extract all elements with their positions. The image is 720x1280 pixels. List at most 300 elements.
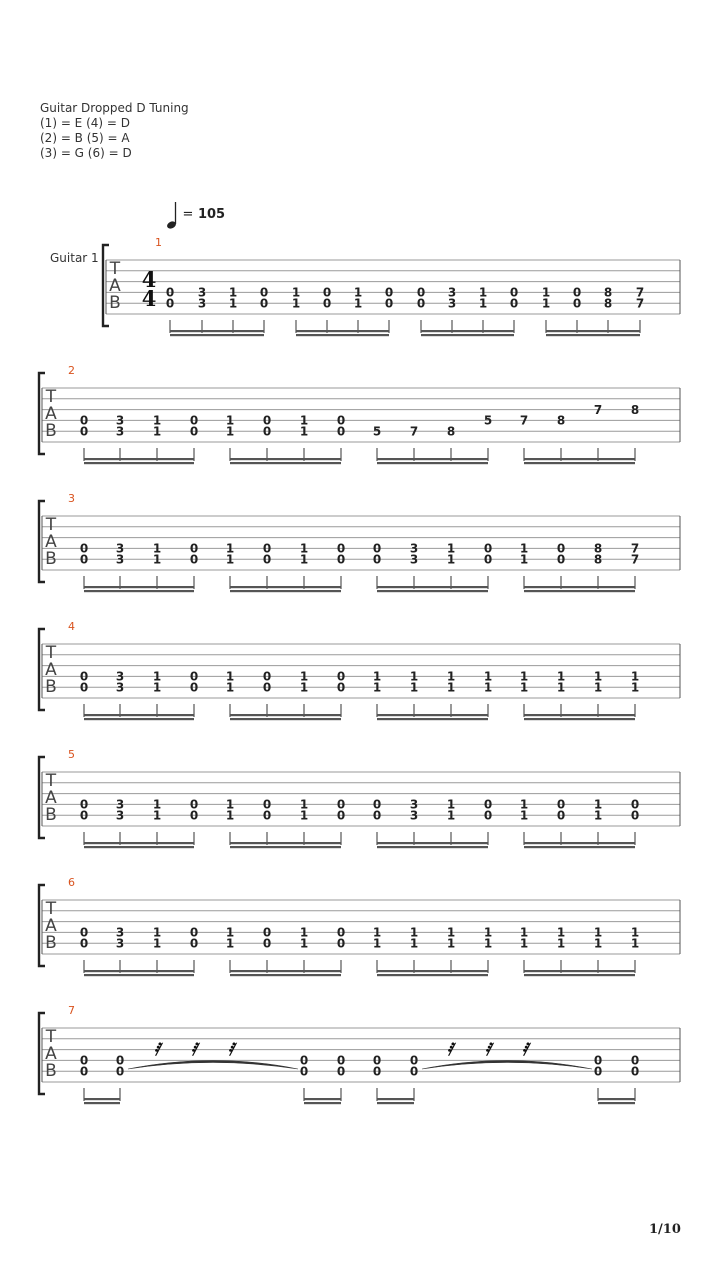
fret-number: 7 [630, 552, 640, 567]
beam [377, 718, 488, 720]
fret-number: 3 [409, 808, 419, 823]
tab-clef-letter: A [45, 404, 57, 424]
fret-number: 8 [603, 285, 613, 300]
fret-number: 0 [336, 925, 346, 940]
fret-number: 1 [299, 413, 309, 428]
tab-clef-letter: B [45, 933, 57, 953]
fret-number: 0 [509, 296, 519, 311]
fret-number: 1 [556, 936, 566, 951]
tab-clef-letter: T [45, 899, 57, 919]
beam [377, 590, 488, 592]
fret-number: 3 [115, 936, 125, 951]
beam [524, 974, 635, 976]
fret-number: 0 [336, 424, 346, 439]
fret-number: 1 [593, 925, 603, 940]
beam [377, 970, 488, 972]
fret-number: 0 [336, 413, 346, 428]
fret-number: 8 [593, 541, 603, 556]
fret-number: 0 [262, 669, 272, 684]
fret-number: 8 [593, 552, 603, 567]
fret-number: 3 [447, 285, 457, 300]
beam [524, 846, 635, 848]
fret-number: 1 [225, 936, 235, 951]
fret-number: 1 [446, 797, 456, 812]
page-number: 1/10 [649, 1222, 681, 1237]
fret-number: 1 [299, 669, 309, 684]
fret-number: 1 [372, 669, 382, 684]
tempo-equals: = [182, 207, 194, 222]
fret-number: 1 [483, 669, 493, 684]
fret-number: 1 [372, 936, 382, 951]
beam [377, 842, 488, 844]
fret-number: 0 [79, 669, 89, 684]
rest-icon: 𝅀 [153, 1040, 161, 1060]
fret-number: 0 [630, 1064, 640, 1079]
fret-number: 8 [446, 424, 456, 439]
beam [230, 714, 341, 716]
tab-system [39, 620, 680, 720]
fret-number: 0 [189, 541, 199, 556]
fret-number: 0 [593, 1053, 603, 1068]
fret-number: 0 [572, 285, 582, 300]
fret-number: 0 [259, 296, 269, 311]
fret-number: 1 [593, 669, 603, 684]
fret-number: 0 [509, 285, 519, 300]
fret-number: 0 [372, 552, 382, 567]
beam [230, 590, 341, 592]
fret-number: 0 [259, 285, 269, 300]
fret-number: 1 [225, 808, 235, 823]
fret-number: 1 [556, 680, 566, 695]
fret-number: 0 [556, 797, 566, 812]
beam [170, 330, 264, 332]
fret-number: 1 [556, 669, 566, 684]
fret-number: 1 [299, 424, 309, 439]
fret-number: 1 [225, 541, 235, 556]
fret-number: 1 [225, 680, 235, 695]
fret-number: 0 [372, 808, 382, 823]
fret-number: 1 [409, 925, 419, 940]
fret-number: 0 [336, 669, 346, 684]
fret-number: 1 [541, 296, 551, 311]
fret-number: 0 [79, 1064, 89, 1079]
fret-number: 3 [409, 552, 419, 567]
fret-number: 3 [447, 296, 457, 311]
tab-clef-letter: T [45, 387, 57, 407]
fret-number: 0 [409, 1053, 419, 1068]
fret-number: 3 [115, 680, 125, 695]
fret-number: 1 [630, 680, 640, 695]
fret-number: 1 [519, 541, 529, 556]
tab-clef-letter: B [45, 549, 57, 569]
fret-number: 1 [409, 936, 419, 951]
beam [421, 334, 514, 336]
fret-number: 1 [291, 285, 301, 300]
fret-number: 0 [189, 925, 199, 940]
fret-number: 0 [79, 936, 89, 951]
fret-number: 0 [372, 541, 382, 556]
tab-clef-letter: B [45, 421, 57, 441]
fret-number: 7 [519, 413, 529, 428]
tab-clef-letter: A [45, 532, 57, 552]
fret-number: 0 [189, 669, 199, 684]
fret-number: 0 [630, 808, 640, 823]
tuning-line: (2) = B (5) = A [40, 131, 130, 145]
fret-number: 1 [556, 925, 566, 940]
fret-number: 0 [336, 797, 346, 812]
fret-number: 0 [79, 541, 89, 556]
beam [84, 458, 194, 460]
fret-number: 0 [409, 1064, 419, 1079]
fret-number: 0 [79, 808, 89, 823]
fret-number: 0 [483, 552, 493, 567]
fret-number: 3 [115, 424, 125, 439]
rest-icon: 𝅀 [484, 1040, 492, 1060]
tab-clef-letter: A [109, 276, 121, 296]
fret-number: 0 [416, 285, 426, 300]
fret-number: 0 [189, 680, 199, 695]
tab-clef-letter: T [45, 643, 57, 663]
tab-clef-letter: T [109, 259, 121, 279]
tab-system [50, 236, 680, 336]
fret-number: 0 [262, 797, 272, 812]
fret-number: 3 [115, 669, 125, 684]
measure-number: 6 [68, 876, 75, 889]
beam [598, 1098, 635, 1100]
fret-number: 1 [519, 669, 529, 684]
beam [524, 842, 635, 844]
beam [84, 590, 194, 592]
fret-number: 1 [299, 808, 309, 823]
fret-number: 1 [593, 936, 603, 951]
fret-number: 0 [556, 552, 566, 567]
fret-number: 0 [262, 552, 272, 567]
fret-number: 1 [225, 797, 235, 812]
tab-clef-letter: A [45, 1044, 57, 1064]
fret-number: 0 [299, 1064, 309, 1079]
fret-number: 1 [630, 925, 640, 940]
fret-number: 1 [519, 797, 529, 812]
beam [84, 462, 194, 464]
fret-number: 3 [115, 797, 125, 812]
fret-number: 0 [630, 797, 640, 812]
fret-number: 3 [409, 541, 419, 556]
rest-icon: 𝅀 [521, 1040, 529, 1060]
fret-number: 1 [228, 296, 238, 311]
fret-number: 0 [336, 936, 346, 951]
beam [377, 846, 488, 848]
fret-number: 1 [152, 552, 162, 567]
beam [304, 1098, 341, 1100]
beam [84, 714, 194, 716]
fret-number: 0 [165, 296, 175, 311]
tab-clef-letter: A [45, 788, 57, 808]
beam [84, 718, 194, 720]
fret-number: 0 [483, 541, 493, 556]
fret-number: 1 [299, 925, 309, 940]
fret-number: 1 [446, 669, 456, 684]
fret-number: 5 [483, 413, 493, 428]
tie-arc [422, 1061, 592, 1070]
fret-number: 7 [593, 402, 603, 417]
fret-number: 3 [115, 541, 125, 556]
fret-number: 1 [152, 936, 162, 951]
fret-number: 1 [152, 669, 162, 684]
tab-clef-letter: T [45, 771, 57, 791]
fret-number: 1 [152, 797, 162, 812]
beam [546, 330, 640, 332]
fret-number: 0 [189, 797, 199, 812]
beam [524, 462, 635, 464]
tuning-line: (1) = E (4) = D [40, 116, 130, 130]
beam [546, 334, 640, 336]
fret-number: 0 [189, 552, 199, 567]
fret-number: 0 [336, 1064, 346, 1079]
fret-number: 0 [79, 1053, 89, 1068]
fret-number: 0 [79, 925, 89, 940]
fret-number: 1 [372, 925, 382, 940]
fret-number: 0 [556, 808, 566, 823]
fret-number: 0 [483, 808, 493, 823]
fret-number: 1 [225, 552, 235, 567]
beam [377, 1102, 414, 1104]
fret-number: 1 [152, 424, 162, 439]
fret-number: 7 [635, 296, 645, 311]
tuning-line: (3) = G (6) = D [40, 146, 132, 160]
fret-number: 1 [478, 296, 488, 311]
fret-number: 1 [299, 680, 309, 695]
fret-number: 1 [483, 680, 493, 695]
fret-number: 1 [446, 541, 456, 556]
fret-number: 1 [291, 296, 301, 311]
fret-number: 1 [152, 413, 162, 428]
fret-number: 0 [79, 552, 89, 567]
fret-number: 1 [299, 541, 309, 556]
fret-number: 0 [189, 424, 199, 439]
beam [230, 842, 341, 844]
fret-number: 1 [483, 925, 493, 940]
fret-number: 0 [572, 296, 582, 311]
tab-system [39, 492, 680, 592]
fret-number: 0 [262, 424, 272, 439]
beam [377, 586, 488, 588]
beam [421, 330, 514, 332]
beam [524, 586, 635, 588]
fret-number: 1 [152, 808, 162, 823]
fret-number: 0 [336, 1053, 346, 1068]
fret-number: 0 [336, 680, 346, 695]
fret-number: 0 [336, 541, 346, 556]
fret-number: 1 [353, 296, 363, 311]
fret-number: 1 [299, 797, 309, 812]
fret-number: 0 [372, 1053, 382, 1068]
fret-number: 1 [630, 936, 640, 951]
beam [170, 334, 264, 336]
fret-number: 1 [372, 680, 382, 695]
fret-number: 0 [262, 936, 272, 951]
fret-number: 0 [262, 808, 272, 823]
beam [230, 970, 341, 972]
beam [230, 458, 341, 460]
fret-number: 3 [197, 296, 207, 311]
beam [84, 586, 194, 588]
fret-number: 1 [152, 680, 162, 695]
fret-number: 1 [225, 925, 235, 940]
beam [524, 970, 635, 972]
fret-number: 0 [483, 797, 493, 812]
beam [84, 974, 194, 976]
time-signature-top: 4 [141, 267, 157, 292]
tab-system [39, 364, 680, 464]
fret-number: 1 [228, 285, 238, 300]
fret-number: 1 [519, 925, 529, 940]
fret-number: 8 [630, 402, 640, 417]
beam [296, 334, 389, 336]
fret-number: 1 [593, 680, 603, 695]
tie-arc [128, 1061, 298, 1070]
fret-number: 0 [384, 285, 394, 300]
time-signature-bottom: 4 [141, 286, 157, 311]
fret-number: 1 [446, 680, 456, 695]
rest-icon: 𝅀 [190, 1040, 198, 1060]
fret-number: 3 [197, 285, 207, 300]
beam [230, 586, 341, 588]
beam [84, 1102, 120, 1104]
fret-number: 3 [115, 808, 125, 823]
fret-number: 1 [409, 669, 419, 684]
fret-number: 1 [483, 936, 493, 951]
tab-clef-letter: T [45, 515, 57, 535]
fret-number: 5 [372, 424, 382, 439]
fret-number: 0 [336, 808, 346, 823]
fret-number: 0 [593, 1064, 603, 1079]
beam [524, 714, 635, 716]
beam [84, 846, 194, 848]
fret-number: 0 [262, 925, 272, 940]
fret-number: 0 [189, 936, 199, 951]
beam [524, 590, 635, 592]
tuning-title: Guitar Dropped D Tuning [40, 101, 189, 115]
fret-number: 1 [446, 808, 456, 823]
beam [230, 462, 341, 464]
fret-number: 1 [225, 413, 235, 428]
rest-icon: 𝅀 [227, 1040, 235, 1060]
measure-number: 7 [68, 1004, 75, 1017]
beam [84, 1098, 120, 1100]
beam [84, 970, 194, 972]
fret-number: 1 [519, 552, 529, 567]
fret-number: 0 [262, 680, 272, 695]
fret-number: 1 [409, 680, 419, 695]
fret-number: 1 [541, 285, 551, 300]
beam [230, 718, 341, 720]
fret-number: 8 [556, 413, 566, 428]
tab-clef-letter: T [45, 1027, 57, 1047]
beam [377, 1098, 414, 1100]
fret-number: 3 [115, 925, 125, 940]
fret-number: 0 [115, 1053, 125, 1068]
beam [230, 974, 341, 976]
fret-number: 0 [262, 413, 272, 428]
tab-clef-letter: B [45, 805, 57, 825]
fret-number: 3 [115, 413, 125, 428]
tempo-value: 105 [197, 207, 226, 222]
fret-number: 3 [115, 552, 125, 567]
tab-system [39, 748, 680, 848]
fret-number: 0 [372, 797, 382, 812]
fret-number: 1 [519, 680, 529, 695]
tab-clef-letter: B [45, 1061, 57, 1081]
fret-number: 1 [593, 808, 603, 823]
beam [524, 718, 635, 720]
beam [377, 974, 488, 976]
beam [598, 1102, 635, 1104]
beam [524, 458, 635, 460]
beam [377, 458, 488, 460]
fret-number: 0 [165, 285, 175, 300]
measure-number: 3 [68, 492, 75, 505]
fret-number: 7 [630, 541, 640, 556]
fret-number: 1 [225, 424, 235, 439]
instrument-label: Guitar 1 [50, 251, 99, 265]
tab-clef-letter: A [45, 916, 57, 936]
tab-clef-letter: B [109, 293, 121, 313]
fret-number: 1 [353, 285, 363, 300]
fret-number: 0 [79, 424, 89, 439]
fret-number: 1 [593, 797, 603, 812]
tab-system [39, 1004, 680, 1104]
fret-number: 1 [446, 552, 456, 567]
fret-number: 0 [189, 808, 199, 823]
beam [377, 462, 488, 464]
fret-number: 0 [384, 296, 394, 311]
fret-number: 0 [630, 1053, 640, 1068]
fret-number: 0 [262, 541, 272, 556]
fret-number: 0 [556, 541, 566, 556]
fret-number: 0 [372, 1064, 382, 1079]
fret-number: 1 [630, 669, 640, 684]
fret-number: 3 [409, 797, 419, 812]
beam [296, 330, 389, 332]
measure-number: 5 [68, 748, 75, 761]
fret-number: 1 [299, 552, 309, 567]
fret-number: 0 [336, 552, 346, 567]
fret-number: 0 [79, 797, 89, 812]
tab-system [39, 876, 680, 976]
beam [84, 842, 194, 844]
rest-icon: 𝅀 [446, 1040, 454, 1060]
fret-number: 1 [446, 925, 456, 940]
fret-number: 7 [409, 424, 419, 439]
fret-number: 1 [446, 936, 456, 951]
fret-number: 0 [299, 1053, 309, 1068]
fret-number: 1 [478, 285, 488, 300]
fret-number: 1 [519, 808, 529, 823]
fret-number: 0 [322, 285, 332, 300]
tab-clef-letter: B [45, 677, 57, 697]
tab-clef-letter: A [45, 660, 57, 680]
beam [377, 714, 488, 716]
fret-number: 1 [152, 925, 162, 940]
fret-number: 0 [189, 413, 199, 428]
fret-number: 0 [416, 296, 426, 311]
beam [304, 1102, 341, 1104]
fret-number: 8 [603, 296, 613, 311]
fret-number: 0 [322, 296, 332, 311]
fret-number: 1 [299, 936, 309, 951]
fret-number: 0 [79, 413, 89, 428]
fret-number: 1 [225, 669, 235, 684]
